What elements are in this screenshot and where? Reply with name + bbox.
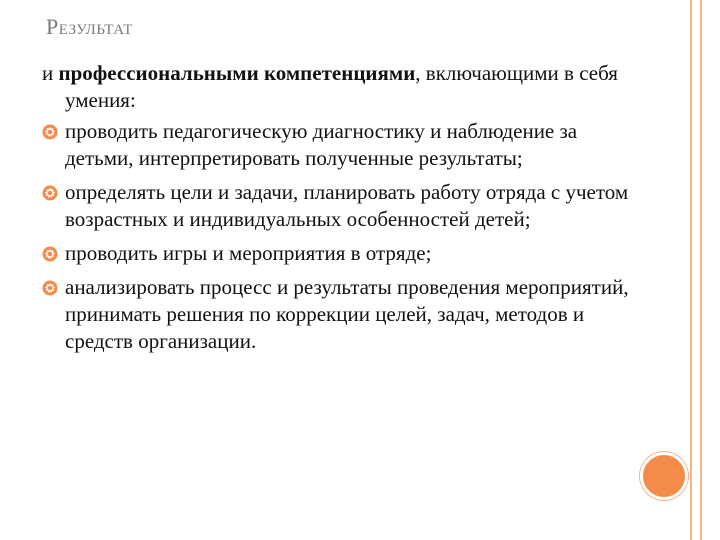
gear-bullet-icon xyxy=(42,124,58,140)
list-item-text: анализировать процесс и результаты проведения мероприятий, принимать решения по коррекции целей, задач, методов и средств организации. xyxy=(65,275,629,353)
intro-paragraph xyxy=(42,60,642,114)
gear-bullet-icon xyxy=(42,280,58,296)
list-item xyxy=(42,274,642,355)
list-item-text: определять цели и задачи, планировать работу отряда с учетом возрастных и индивидуальных особенностей детей; xyxy=(65,180,629,231)
slide-body xyxy=(42,60,642,362)
slide-title: Результат xyxy=(46,14,133,39)
gear-bullet-icon xyxy=(42,246,58,262)
intro-bold-text: профессиональными компетенциями xyxy=(58,61,416,85)
list-item xyxy=(42,240,642,267)
gear-bullet-icon xyxy=(42,185,58,201)
decorative-border-line xyxy=(690,0,692,540)
decorative-circle xyxy=(640,452,688,500)
list-item xyxy=(42,179,642,233)
decorative-border-line xyxy=(700,0,702,540)
list-item-text: проводить педагогическую диагностику и наблюдение за детьми, интерпретировать полученные результаты; xyxy=(65,119,578,170)
intro-suffix: , включающими в себя умения: xyxy=(65,61,618,112)
intro-prefix: и xyxy=(42,61,59,85)
list-item-text: проводить игры и мероприятия в отряде; xyxy=(65,241,432,265)
list-item xyxy=(42,118,642,172)
